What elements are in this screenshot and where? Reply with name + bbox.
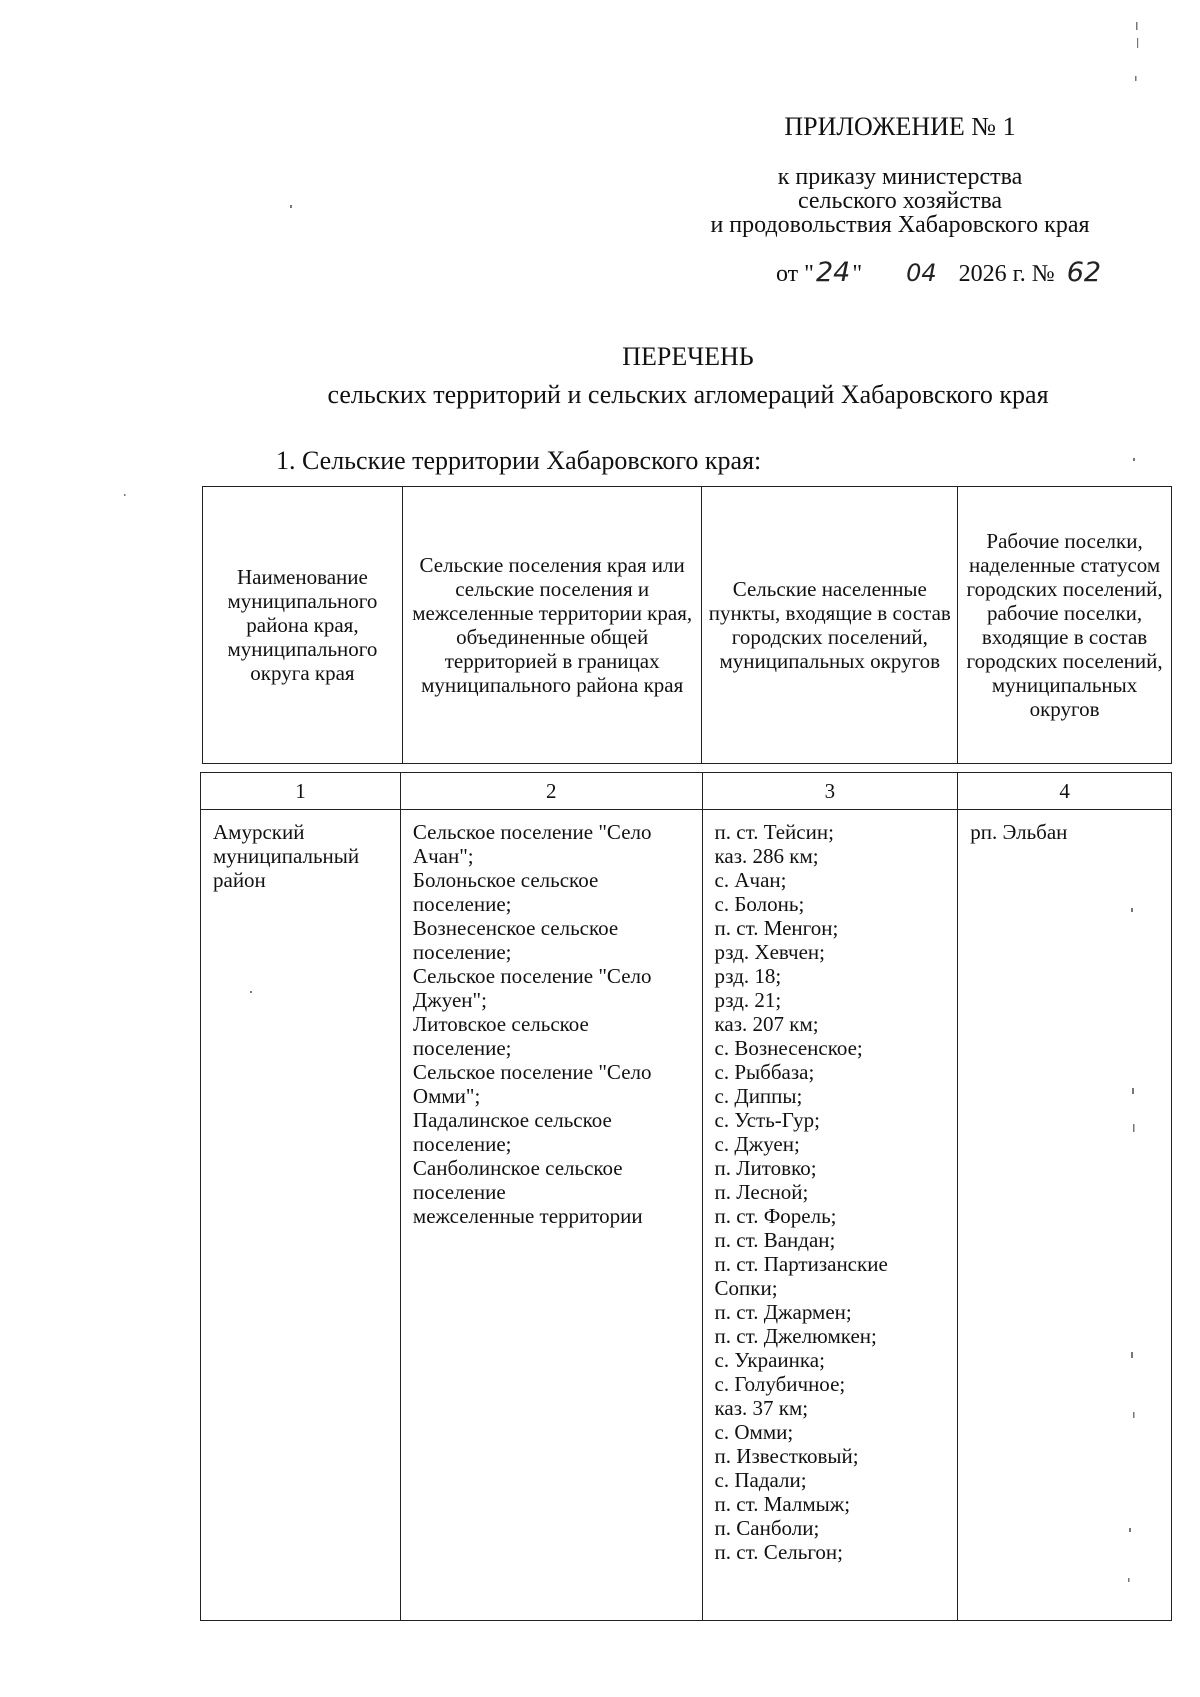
list-item: с. Омми; (714, 1420, 794, 1444)
list-item: с. Ачан; (714, 868, 787, 892)
settlements-cell (400, 810, 702, 1621)
column-number-1: 1 (201, 773, 401, 810)
column-number-row (201, 773, 1172, 810)
list-item: Вознесенское сельское поселение; (412, 916, 619, 964)
list-item: с. Усть-Гур; (714, 1108, 820, 1132)
order-reference (640, 165, 1160, 237)
handwritten-day: 24 (815, 257, 851, 288)
document-subtitle: сельских территорий и сельских агломераций Хабаровского края (327, 380, 1049, 409)
list-item: с. Украинка; (714, 1348, 825, 1372)
header-row (203, 487, 1172, 764)
order-line-2: сельского хозяйства (797, 188, 1003, 214)
list-item: рзд. 18; (714, 964, 782, 988)
header-settlements: Сельские поселения края или сельские поселения и межселенные территории края, объединенные общей территорией в границах муниципального района края (402, 487, 702, 764)
header-localities: Сельские населенные пункты, входящие в состав городских поселений, муниципальных округов (702, 487, 958, 764)
list-item: Сельское поселение "Село Джуен"; (412, 964, 652, 1012)
list-item: каз. 286 км; (714, 844, 819, 868)
header-work-settlements: Рабочие поселки, наделенные статусом городских поселений, рабочие поселки, входящие в состав городских поселений, муниципальных округов (958, 487, 1172, 764)
list-item: п. ст. Форель; (714, 1204, 837, 1228)
list-item: каз. 37 км; (714, 1396, 809, 1420)
district-cell: Амурский муниципальный район (201, 810, 401, 1621)
date-quote-close: " (852, 261, 863, 287)
list-item: п. ст. Сельгон; (714, 1540, 844, 1564)
list-item: с. Падали; (714, 1468, 807, 1492)
list-item: п. ст. Джелюмкен; (714, 1324, 877, 1348)
list-item: с. Вознесенское; (714, 1036, 863, 1060)
list-item: каз. 207 км; (714, 1012, 819, 1036)
list-item: п. ст. Партизанские Сопки; (714, 1252, 888, 1300)
list-item: п. ст. Вандан; (714, 1228, 836, 1252)
table-body (200, 772, 1172, 1621)
list-item: п. ст. Менгон; (714, 916, 839, 940)
handwritten-month: 04 (906, 259, 937, 287)
list-item: Сельское поселение "Село Омми"; (412, 1060, 652, 1108)
table-row (201, 810, 1172, 1621)
list-item: Болоньское сельское поселение; (412, 868, 599, 916)
localities-cell (702, 810, 958, 1621)
column-number-4: 4 (958, 773, 1172, 810)
date-year: 2026 г. № (958, 261, 1055, 287)
list-item: рзд. Хевчен; (714, 940, 825, 964)
order-line-3: и продовольствия Хабаровского края (710, 212, 1090, 238)
list-item: п. ст. Джармен; (714, 1300, 852, 1324)
column-number-3: 3 (702, 773, 958, 810)
list-item: с. Голубичное; (714, 1372, 846, 1396)
column-number-2: 2 (400, 773, 702, 810)
order-line-1: к приказу министерства (777, 164, 1023, 190)
list-item: Санболинское сельское поселение (412, 1156, 623, 1204)
handwritten-order-number: 62 (1066, 257, 1102, 288)
date-prefix: от " (776, 261, 814, 287)
list-item: п. Санболи; (714, 1516, 820, 1540)
list-item: п. ст. Тейсин; (714, 820, 834, 844)
list-item: п. Литовко; (714, 1156, 817, 1180)
list-item: Падалинское сельское поселение; (412, 1108, 612, 1156)
list-item: с. Рыббаза; (714, 1060, 815, 1084)
list-item: рзд. 21; (714, 988, 782, 1012)
list-item: с. Джуен; (714, 1132, 800, 1156)
table-header (202, 486, 1172, 764)
section-heading: 1. Сельские территории Хабаровского края: (276, 446, 762, 475)
list-item: с. Диппы; (714, 1084, 803, 1108)
list-item: с. Болонь; (714, 892, 805, 916)
order-date-line (776, 258, 1176, 289)
list-item: Литовское сельское поселение; (412, 1012, 589, 1060)
list-item: межселенные территории (412, 1204, 643, 1228)
header-district: Наименование муниципального района края, муниципального округа края (203, 487, 403, 764)
list-item: п. ст. Малмыж; (714, 1492, 851, 1516)
document-title: ПЕРЕЧЕНЬ (622, 342, 754, 371)
work-settlements-cell (958, 810, 1172, 1621)
list-item: п. Известковый; (714, 1444, 859, 1468)
list-item: Сельское поселение "Село Ачан"; (412, 820, 652, 868)
list-item: п. Лесной; (714, 1180, 809, 1204)
list-item: рп. Эльбан (970, 820, 1068, 844)
appendix-label: ПРИЛОЖЕНИЕ № 1 (784, 112, 1016, 141)
